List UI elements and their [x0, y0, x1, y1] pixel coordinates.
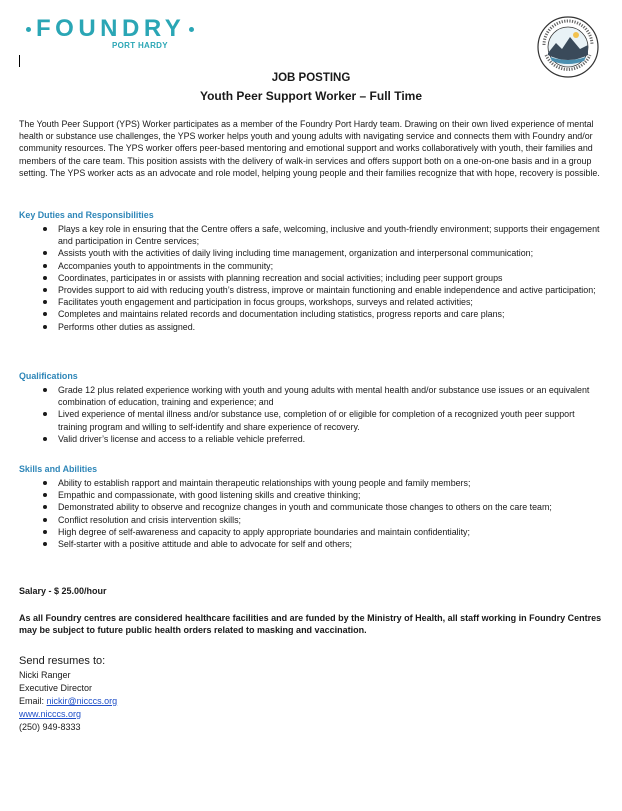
contact-block: [19, 669, 117, 734]
text-cursor: [19, 55, 20, 67]
skills-title: Skills and Abilities: [19, 464, 98, 474]
list-item: Demonstrated ability to observe and recognize changes in youth and communicate those changes to others on the care team;: [19, 501, 604, 513]
contact-email-row: [19, 695, 117, 708]
posting-title: Youth Peer Support Worker – Full Time: [199, 89, 423, 103]
list-item: Grade 12 plus related experience working with youth and young adults with mental health and/or substance use issues or an equivalent combination of education, training and experience; and: [19, 384, 604, 408]
intro-paragraph: The Youth Peer Support (YPS) Worker participates as a member of the Foundry Port Hardy team. Drawing on their own lived experience of mental health or substance use challenges, the YPS worker helps youth and young adults with navigating service and connects them with Foundry and/or community resources. The YPS worker offers peer-based mentoring and emotional support and works collaboratively with youth, their families and members of the care team. This position assists with the delivery of walk-in services and offers support both on a one-on-one basis and in a group setting. The YPS worker acts as an advocate and role model, helping young people and their families recognize that with hope, recovery is possible.: [19, 119, 600, 178]
skills-list: [19, 477, 604, 550]
organization-seal-icon: [536, 15, 600, 79]
list-item: Performs other duties as assigned.: [19, 321, 604, 333]
contact-name: Nicki Ranger: [19, 670, 71, 680]
list-item: Provides support to aid with reducing youth’s distress, improve or maintain functioning and enable independence and active participation;: [19, 284, 604, 296]
list-item: Plays a key role in ensuring that the Centre offers a safe, welcoming, inclusive and youth-friendly environment; supports their engagement and participation in Centre services;: [19, 223, 604, 247]
list-item: Assists youth with the activities of daily living including time management, organization and interpersonal communication;: [19, 247, 604, 259]
list-item: Coordinates, participates in or assists with planning recreation and social activities; including peer support groups: [19, 272, 604, 284]
contact-role: Executive Director: [19, 683, 93, 693]
duties-title: Key Duties and Responsibilities: [19, 210, 154, 220]
email-label: Email:: [19, 696, 47, 706]
logo-dot-icon: [26, 27, 31, 32]
list-item: Accompanies youth to appointments in the community;: [19, 260, 604, 272]
salary-line: Salary - $ 25.00/hour: [19, 586, 107, 596]
health-orders-notice: As all Foundry centres are considered healthcare facilities and are funded by the Ministry of Health, all staff working in Foundry Centres may be subject to future public health orders related to masking and vaccination.: [19, 613, 602, 636]
list-item: Ability to establish rapport and maintain therapeutic relationships with young people and family members;: [19, 477, 604, 489]
list-item: Valid driver’s license and access to a reliable vehicle preferred.: [19, 433, 604, 445]
email-link[interactable]: nickir@nicccs.org: [46, 696, 118, 706]
logo-wordmark: FOUNDRY: [36, 15, 186, 42]
logo-dot-icon: [189, 27, 194, 32]
list-item: Facilitates youth engagement and participation in focus groups, workshops, surveys and related activities;: [19, 296, 604, 308]
contact-phone: (250) 949-8333: [19, 722, 81, 732]
list-item: Completes and maintains related records and documentation including statistics, progress reports and care plans;: [19, 308, 604, 320]
qualifications-list: [19, 384, 604, 445]
contact-heading: Send resumes to:: [19, 655, 106, 667]
list-item: Self-starter with a positive attitude and able to advocate for self and others;: [19, 538, 604, 550]
list-item: Lived experience of mental illness and/or substance use, completion of or eligible for completion of a recognized youth peer support training program and willing to self-identify and share experience of recovery.: [19, 408, 604, 432]
foundry-logo: [24, 14, 224, 50]
list-item: Empathic and compassionate, with good listening skills and creative thinking;: [19, 489, 604, 501]
duties-list: [19, 223, 604, 333]
logo-location: PORT HARDY: [112, 41, 168, 50]
qualifications-title: Qualifications: [19, 371, 78, 381]
list-item: Conflict resolution and crisis intervention skills;: [19, 514, 604, 526]
list-item: High degree of self-awareness and capacity to apply appropriate boundaries and maintain confidentiality;: [19, 526, 604, 538]
posting-label: JOB POSTING: [271, 72, 351, 84]
website-link[interactable]: www.nicccs.org: [19, 709, 82, 719]
